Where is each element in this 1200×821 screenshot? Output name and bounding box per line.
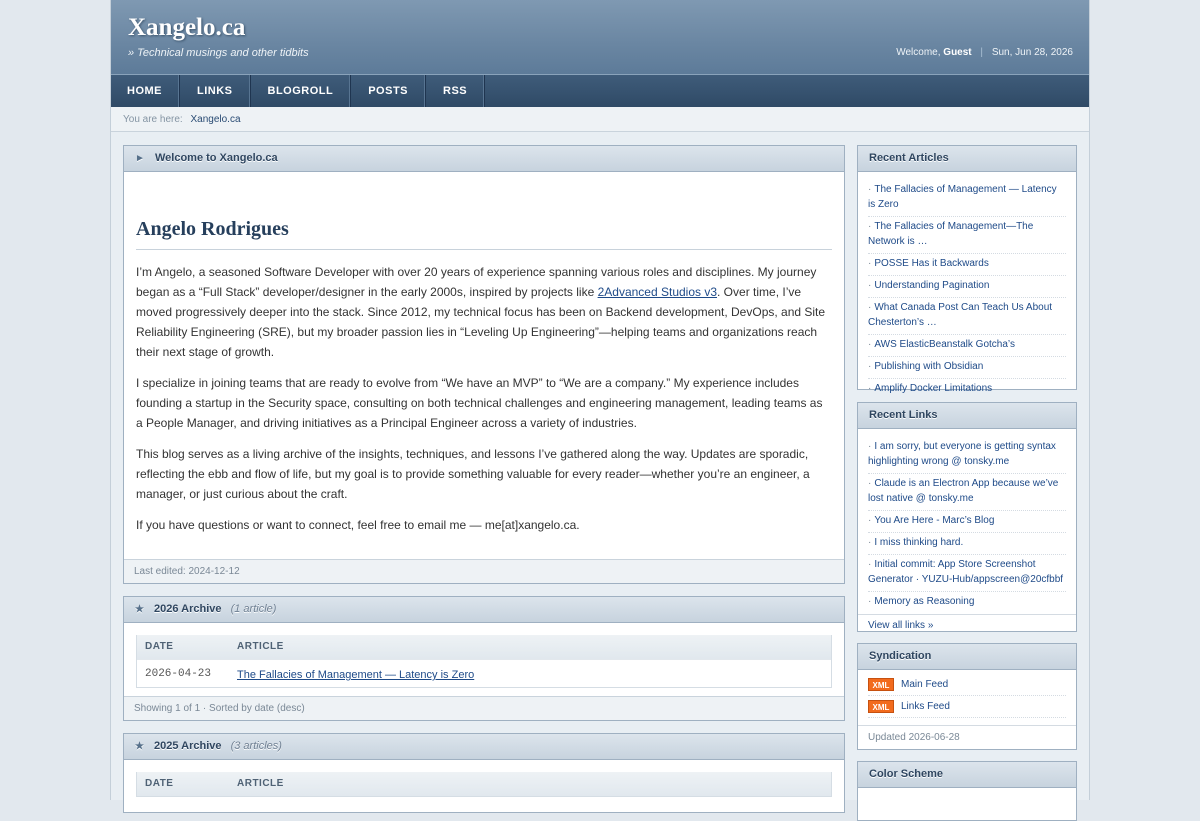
list-item: · POSSE Has it Backwards bbox=[868, 255, 1066, 276]
list-item: · AWS ElasticBeanstalk Gotcha’s bbox=[868, 336, 1066, 357]
recent-articles-header: Recent Articles bbox=[858, 146, 1076, 172]
blog-paragraph: This blog serves as a living archive of the insights, techniques, and lessons I’ve gathered along the way. Updates are sporadic, reflecting the ebb and flow of life, but my goal is to provide something valuable for every reader—whether you’re an engineer, a manager, or just curious about the craft. bbox=[136, 447, 810, 501]
list-item: · You Are Here - Marc’s Blog bbox=[868, 512, 1066, 533]
archive-2026-table bbox=[136, 635, 832, 688]
column-date: DATE bbox=[145, 641, 174, 652]
star-icon: ★ bbox=[135, 604, 144, 615]
page bbox=[110, 0, 1090, 800]
archive-2025-title: 2025 Archive bbox=[154, 740, 222, 752]
article-link[interactable]: The Fallacies of Management — Latency is Zero bbox=[237, 669, 475, 681]
list-item: · The Fallacies of Management—The Network is … bbox=[868, 218, 1066, 254]
recent-link[interactable]: I miss thinking hard. bbox=[874, 537, 964, 548]
list-item: · Initial commit: App Store Screenshot Generator · YUZU-Hub/appscreen@20cfbbf bbox=[868, 556, 1066, 592]
recent-article-link[interactable]: AWS ElasticBeanstalk Gotcha’s bbox=[874, 339, 1015, 350]
recent-links-header: Recent Links bbox=[858, 403, 1076, 429]
recent-article-link[interactable]: The Fallacies of Management—The Network is … bbox=[868, 221, 1034, 247]
xml-feed-icon[interactable]: XML bbox=[868, 678, 894, 691]
main-nav bbox=[111, 74, 1089, 107]
recent-link[interactable]: Initial commit: App Store Screenshot Generator · YUZU-Hub/appscreen@20cfbbf bbox=[868, 559, 1064, 585]
view-all-links[interactable]: View all links » bbox=[868, 620, 934, 631]
main-feed-link[interactable]: Main Feed bbox=[901, 679, 949, 690]
list-item: · Memory as Reasoning bbox=[868, 596, 975, 607]
archive-2025-table bbox=[136, 772, 832, 797]
list-item: · Claude is an Electron App because we’ve lost native @ tonsky.me bbox=[868, 475, 1066, 511]
feed-row bbox=[868, 696, 1066, 718]
xml-feed-icon[interactable]: XML bbox=[868, 700, 894, 713]
separator: | bbox=[980, 47, 984, 58]
table-header bbox=[137, 635, 831, 659]
nav-blogroll[interactable]: BLOGROLL bbox=[251, 75, 352, 107]
welcome-panel bbox=[123, 145, 845, 584]
recent-article-link[interactable]: Understanding Pagination bbox=[874, 280, 990, 291]
breadcrumb-home-link[interactable]: Xangelo.ca bbox=[190, 114, 241, 125]
table-row bbox=[137, 659, 831, 687]
intro-paragraph bbox=[136, 262, 832, 362]
list-item: · I am sorry, but everyone is getting syntax highlighting wrong @ tonsky.me bbox=[868, 438, 1066, 474]
links-feed-link[interactable]: Links Feed bbox=[901, 701, 950, 712]
view-all-row bbox=[858, 614, 1076, 636]
color-scheme-panel bbox=[857, 761, 1077, 821]
column-date: DATE bbox=[145, 778, 174, 789]
recent-article-link[interactable]: Publishing with Obsidian bbox=[874, 361, 984, 372]
syndication-panel bbox=[857, 643, 1077, 750]
recent-link[interactable]: I am sorry, but everyone is getting syntax highlighting wrong @ tonsky.me bbox=[868, 441, 1056, 467]
nav-posts[interactable]: POSTS bbox=[351, 75, 426, 107]
nav-rss[interactable]: RSS bbox=[426, 75, 485, 107]
last-edited: Last edited: 2024-12-12 bbox=[124, 559, 844, 583]
recent-articles-panel bbox=[857, 145, 1077, 394]
recent-article-link[interactable]: Amplify Docker Limitations bbox=[874, 383, 993, 394]
archive-2026-header bbox=[124, 597, 844, 623]
feed-list bbox=[858, 670, 1076, 718]
experience-paragraph: I specialize in joining teams that are ready to evolve from “We have an MVP” to “We are a company.” My experience includes founding a startup in the Security space, consulting on both technical challenges and engineering management, leading teams as a People Manager, and driving initiatives as a Principal Engineer across a variety of industries. bbox=[136, 376, 823, 430]
welcome-panel-title: Welcome to Xangelo.ca bbox=[154, 152, 278, 164]
archive-2026-footer: Showing 1 of 1 · Sorted by date (desc) bbox=[124, 696, 844, 720]
page-heading: Angelo Rodrigues bbox=[136, 218, 832, 250]
list-item: · What Canada Post Can Teach Us About Chesterton’s … bbox=[868, 299, 1066, 335]
list-item: · I miss thinking hard. bbox=[868, 534, 1066, 555]
column-article: ARTICLE bbox=[237, 641, 284, 652]
column-article: ARTICLE bbox=[237, 778, 284, 789]
table-header bbox=[137, 772, 831, 796]
site-header bbox=[111, 0, 1089, 74]
color-scheme-header: Color Scheme bbox=[858, 762, 1076, 788]
recent-articles-list bbox=[858, 172, 1076, 400]
recent-link[interactable]: You Are Here - Marc’s Blog bbox=[874, 515, 995, 526]
archive-2025-panel bbox=[123, 733, 845, 813]
breadcrumb bbox=[111, 107, 1089, 132]
contact-paragraph: If you have questions or want to connect, feel free to email me — me[at]xangelo.ca. bbox=[136, 518, 580, 532]
breadcrumb-label: You are here: bbox=[123, 114, 183, 125]
site-title[interactable]: Xangelo.ca bbox=[128, 14, 246, 41]
list-item: · Understanding Pagination bbox=[868, 277, 1066, 298]
archive-2026-panel bbox=[123, 596, 845, 721]
triangle-right-icon: ► bbox=[135, 153, 145, 164]
recent-links-panel bbox=[857, 402, 1077, 632]
archive-2025-header bbox=[124, 734, 844, 760]
intro-text-after: . Over time, I’ve moved progressively deeper into the stack. Since 2012, my technical focus has been on Backend development, DevOps, and Site Reliability Engineering (SRE), but my broader passion lies in “Leveling Up Engineering”—helping teams and organizations reach their next stage of growth. bbox=[136, 285, 826, 359]
star-icon: ★ bbox=[135, 741, 144, 752]
current-date: Sun, Jun 28, 2026 bbox=[991, 47, 1073, 58]
feed-row bbox=[868, 674, 1066, 696]
article-cell bbox=[237, 660, 831, 687]
intro-text-before: I’m Angelo, a seasoned Software Developer with over 20 years of experience spanning various roles and disciplines. My journey began as a “Full Stack” developer/designer in the early 2000s, inspired by projects like bbox=[136, 265, 817, 299]
list-item: · The Fallacies of Management — Latency is Zero bbox=[868, 181, 1066, 217]
archive-2025-count: (3 articles) bbox=[230, 740, 282, 752]
archive-2026-title: 2026 Archive bbox=[154, 603, 222, 615]
site-tagline: » Technical musings and other tidbits bbox=[128, 47, 309, 59]
2advanced-link[interactable]: 2Advanced Studios v3 bbox=[597, 285, 718, 299]
recent-link[interactable]: Memory as Reasoning bbox=[874, 596, 975, 607]
recent-article-link[interactable]: POSSE Has it Backwards bbox=[874, 258, 989, 269]
nav-links[interactable]: LINKS bbox=[180, 75, 251, 107]
article-date: 2026-04-23 bbox=[145, 668, 212, 680]
welcome-panel-header bbox=[124, 146, 844, 172]
list-item: · Publishing with Obsidian bbox=[868, 358, 1066, 379]
welcome-prefix: Welcome, bbox=[896, 47, 941, 58]
nav-home[interactable]: HOME bbox=[111, 75, 180, 107]
syndication-header: Syndication bbox=[858, 644, 1076, 670]
list-item: · Amplify Docker Limitations bbox=[868, 383, 993, 394]
recent-article-link[interactable]: What Canada Post Can Teach Us About Chesterton’s … bbox=[868, 302, 1053, 328]
recent-links-list bbox=[858, 429, 1076, 613]
welcome-bar bbox=[896, 47, 1073, 58]
syndication-updated: Updated 2026-06-28 bbox=[858, 725, 1076, 749]
recent-article-link[interactable]: The Fallacies of Management — Latency is Zero bbox=[868, 184, 1057, 210]
username: Guest bbox=[943, 47, 972, 58]
archive-2026-count: (1 article) bbox=[230, 603, 277, 615]
recent-link[interactable]: Claude is an Electron App because we’ve lost native @ tonsky.me bbox=[868, 478, 1059, 504]
